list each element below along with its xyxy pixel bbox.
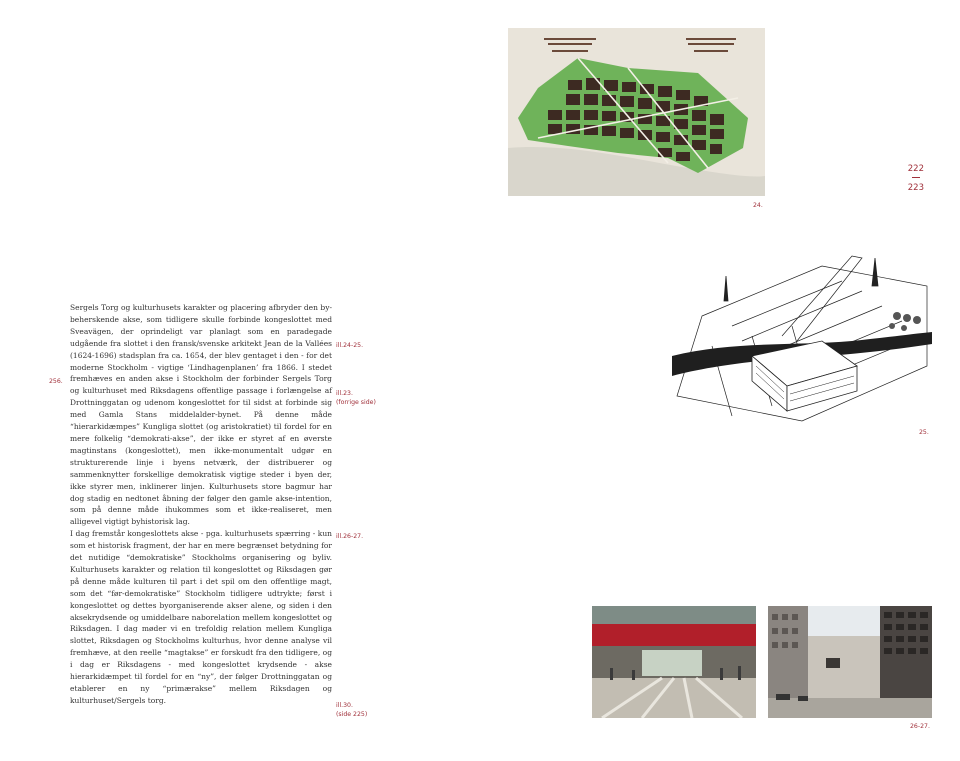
page-numbers xyxy=(908,165,924,193)
caption-photos: 26-27. xyxy=(910,723,930,730)
margin-ref-ill-30-label: ill.30. xyxy=(336,702,353,709)
margin-ref-ill-30 xyxy=(336,701,367,719)
margin-ref-ill-26-27: ill.26-27. xyxy=(336,533,364,540)
margin-ref-ill-23 xyxy=(336,389,376,407)
historic-map-image xyxy=(508,28,765,196)
margin-ref-ill-23-label: ill.23. xyxy=(336,390,353,397)
page-number-left: 222 xyxy=(907,164,924,174)
underpass-photo-image xyxy=(592,606,756,718)
margin-ref-ill-23-note: (forrige side) xyxy=(336,399,376,406)
body-paragraph-2: I dag fremstår kongeslottets akse - pga. kulturhusets spærring - kun som et historisk fragment, der har en mere begrænset betydning for det nutidige “demokratiske” Stockholms organisering og byliv. Kulturhusets karakter og relation til kongeslottet og Riksdagen gør på denne måde kulturen til part i det spil om den offentlige magt, som det “før-demokratiske” Stockholm tidligere udtrykte; først i kongeslottet og dettes byorganiserende akser alene, og siden i den aksekrydsende og umiddelbare naborelation mellem kongeslottet og Riksdagen. I dag møder vi en trefoldig relation mellem Kungliga slottet, Riksdagen og Stockholms kulturhus, hvor denne analyse vil fremhæve, at den reelle “magtakse” er forskudt fra den tidligere, og i dag er Riksdagens - med kongeslottet krydsende - akse hierarkidæmpet til fordel for en “ny”, der følger Drottninggatan og etablerer en ny “primærakse” mellem Riksdagen og kulturhuset/Sergels torg. xyxy=(70,529,332,705)
body-text xyxy=(70,302,332,707)
margin-ref-ill-30-note: (side 225) xyxy=(336,711,368,718)
plaza-photo-image xyxy=(768,606,932,718)
page-number-right: 223 xyxy=(907,183,924,193)
margin-ref-256: 256. xyxy=(49,378,63,385)
axonometric-drawing-image xyxy=(672,246,932,424)
margin-ref-ill-24-25: ill.24-25. xyxy=(336,342,364,349)
caption-drawing: 25. xyxy=(919,429,929,436)
caption-map: 24. xyxy=(753,202,763,209)
body-paragraph-1: Sergels Torg og kulturhusets karakter og placering afbryder den by-beherskende akse, som tidligere skulle forbinde kongeslottet med Sveavägen, der oprindeligt var planlagt som en paradegade udgående fra slottet i den fransk/svenske arkitekt Jean de la Vallées (1624-1696) stadsplan fra ca. 1654, der blev gentaget i den - for det moderne Stockholm - vigtige ‘Lindhagenplanen’ fra 1866. I stedet fremhæves en anden akse i Stockholm der forbinder Sergels Torg og kulturhuset med Riksdagens offentlige passage i forlængelse af Drottninggatan og udenom kongeslottet for til sidst at forbinde sig med Gamla Stans middelalder-bynet. På denne måde “hierarkidæmpes” Kungliga slottet (og aristokratiet) til fordel for en mere folkelig “demokrati-akse”, der ikke er styret af en øverste magtinstans (kongeslottet), men ikke-monumentalt udgør en strukturerende linje i byens netværk, der distribuerer og sammenknytter forskellige demokratisk vigtige steder i byen der, ikke styrer men, inklinerer linjen. Kulturhusets store bagmur har dog stadig en nedtonet åbning der følger den gamle akse-intention, som på denne måde ihukommes som et ikke-realiseret, men alligevel vigtigt byhistorisk lag. xyxy=(70,303,332,527)
